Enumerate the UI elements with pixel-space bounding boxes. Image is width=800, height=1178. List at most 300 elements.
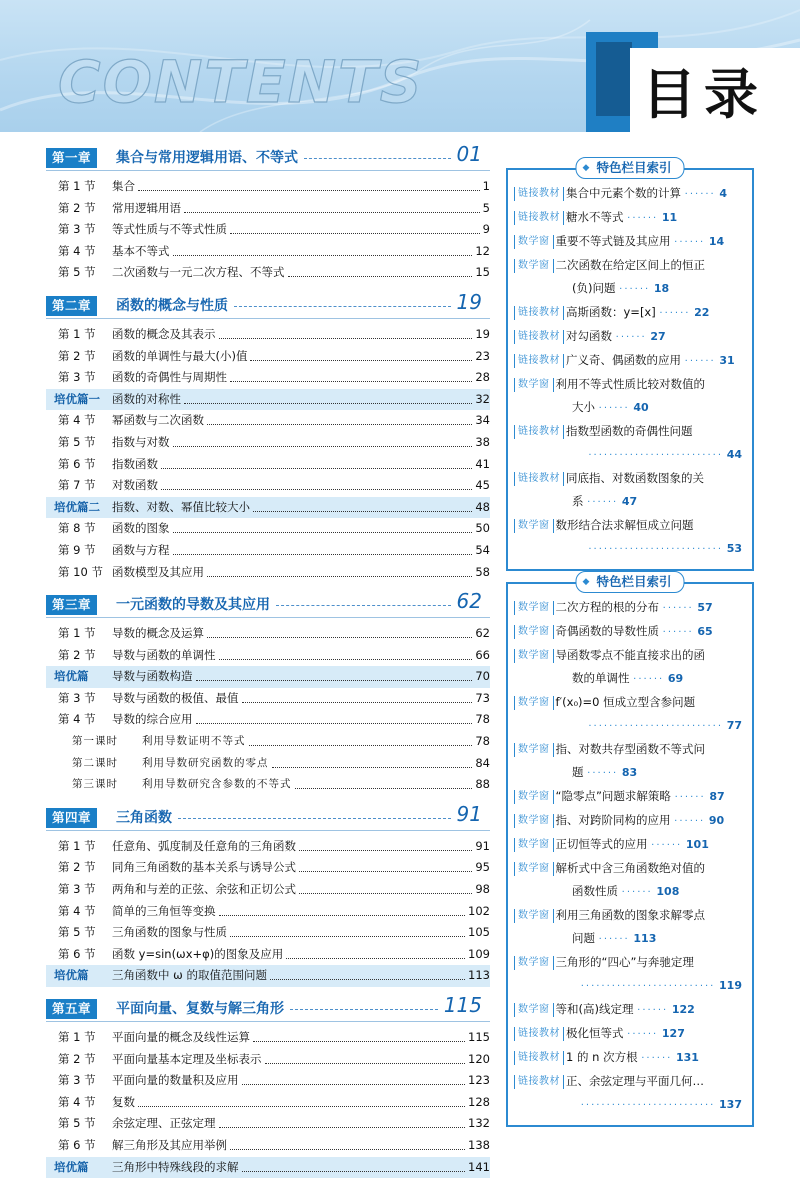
entry-number: 第 4 节 — [58, 712, 96, 727]
chapter-leader-line — [178, 818, 451, 819]
chapter-divider — [46, 318, 490, 319]
entry-title: 平面向量的数量积及应用 — [112, 1070, 242, 1092]
entry-title: 指数与对数 — [112, 432, 173, 454]
entry-leader-dots — [207, 424, 472, 425]
entry-title: 函数的概念及其表示 — [112, 324, 219, 346]
index-item[interactable] — [514, 325, 746, 349]
entry-number: 第 1 节 — [58, 179, 96, 193]
index-item-text: (负)问题 — [572, 281, 616, 295]
index-item-text: 问题 — [572, 931, 595, 945]
index-leader-dots: ·························· — [588, 450, 724, 461]
index-item[interactable] — [514, 620, 746, 644]
index-item[interactable] — [514, 514, 746, 537]
entry-page: 132 — [465, 1113, 490, 1135]
index-leader-dots: ······ — [674, 792, 706, 803]
entry-leader-dots — [230, 381, 472, 382]
index-item-page: 127 — [661, 1027, 685, 1040]
entry-leader-dots — [253, 511, 472, 512]
chapter-leader-line — [276, 605, 451, 606]
chapter-label: 第四章 — [46, 808, 97, 828]
index-item[interactable] — [514, 880, 746, 904]
chapter-title: 三角函数 — [116, 809, 172, 826]
chapter-page: 19 — [456, 289, 482, 314]
entry-page: 91 — [472, 836, 490, 858]
entry-page: 1 — [480, 176, 490, 198]
entry-title: 常用逻辑用语 — [112, 198, 184, 220]
index-item[interactable] — [514, 809, 746, 833]
toc-entry[interactable] — [46, 836, 490, 858]
entry-title: 对数函数 — [112, 475, 161, 497]
index-item-page: 57 — [697, 601, 713, 614]
index-item[interactable] — [514, 490, 746, 514]
entry-leader-dots — [242, 1084, 465, 1085]
entry-number: 第 4 节 — [58, 413, 96, 428]
toc-entry[interactable] — [46, 198, 490, 220]
entry-page: 102 — [465, 901, 490, 923]
index-item-page: 108 — [656, 885, 680, 898]
index-item[interactable] — [514, 691, 746, 714]
entry-number: 第 6 节 — [58, 946, 96, 961]
entry-page: 78 — [472, 731, 490, 753]
chapter-heading[interactable] — [46, 993, 490, 1021]
index-item[interactable] — [514, 254, 746, 277]
index-item-text: 等和(高)线定理 — [555, 1002, 634, 1016]
chapter-heading[interactable] — [46, 589, 490, 617]
index-item[interactable] — [514, 927, 746, 951]
toc-sub-entry[interactable] — [46, 753, 490, 775]
entry-number: 第 4 节 — [58, 243, 96, 258]
index-leader-dots: ·························· — [580, 981, 716, 992]
entry-leader-dots — [173, 446, 472, 447]
index-item-page: 27 — [650, 330, 666, 343]
index-item-page: 87 — [709, 790, 725, 803]
entry-leader-dots — [219, 659, 472, 660]
entry-page: 120 — [465, 1049, 490, 1071]
index-item[interactable] — [514, 596, 746, 620]
entry-number: 第 5 节 — [58, 265, 96, 280]
toc-entry[interactable] — [46, 1135, 490, 1157]
index-item-text: 广义奇、偶函数的应用 — [566, 353, 681, 367]
index-tag: 链接教材 — [514, 425, 564, 439]
index-leader-dots: ······ — [651, 840, 683, 851]
index-tag: 数学窗 — [514, 625, 554, 639]
index-leader-dots: ······ — [621, 887, 653, 898]
index-tag: 数学窗 — [514, 378, 554, 392]
index-item[interactable] — [514, 277, 746, 301]
toc-highlight-entry[interactable] — [46, 389, 490, 411]
entry-leader-dots — [250, 360, 472, 361]
toc-highlight-entry[interactable] — [46, 497, 490, 519]
entry-number: 第 5 节 — [58, 434, 96, 449]
index-leader-dots: ·························· — [588, 721, 724, 732]
entry-title: 同角三角函数的基本关系与诱导公式 — [112, 857, 299, 879]
entry-title: 等式性质与不等式性质 — [112, 219, 230, 241]
index-tag: 数学窗 — [514, 862, 554, 876]
toc-entry[interactable] — [46, 1113, 490, 1135]
index-item-text: 高斯函数：y=[x] — [566, 305, 656, 319]
toc-entry[interactable] — [46, 922, 490, 944]
index-leader-dots: ······ — [659, 308, 691, 319]
entry-page: 115 — [465, 1027, 490, 1049]
entry-page: 66 — [472, 645, 490, 667]
index-item-page: 137 — [719, 1098, 742, 1111]
chapter-page: 115 — [443, 993, 482, 1017]
entry-leader-dots — [242, 702, 472, 703]
entry-leader-dots — [161, 489, 472, 490]
index-item[interactable] — [514, 904, 746, 927]
toc-entry[interactable] — [46, 454, 490, 476]
entry-leader-dots — [272, 767, 472, 768]
entry-leader-dots — [299, 850, 472, 851]
chapter-divider — [46, 170, 490, 171]
index-item[interactable] — [514, 1070, 746, 1093]
entry-number: 第 10 节 — [58, 564, 103, 579]
index-item-page: 53 — [726, 542, 742, 555]
entry-title: 指数函数 — [112, 454, 161, 476]
index-item[interactable] — [514, 537, 746, 561]
chapter-entries — [46, 176, 490, 284]
entry-title: 三角函数中 ω 的取值范围问题 — [112, 965, 270, 987]
index-item[interactable] — [514, 1046, 746, 1070]
chapter-heading[interactable] — [46, 142, 490, 170]
entry-leader-dots — [265, 1063, 465, 1064]
chapter-divider — [46, 617, 490, 618]
toc-entry[interactable] — [46, 562, 490, 584]
table-of-contents — [46, 142, 490, 1178]
index-item-text: 正、余弦定理与平面几何… — [566, 1074, 704, 1088]
entry-number: 第 2 节 — [58, 647, 96, 662]
feature-index-box-2 — [506, 574, 754, 1127]
entry-title: 平面向量基本定理及坐标表示 — [112, 1049, 265, 1071]
toc-entry[interactable] — [46, 346, 490, 368]
chapter-title: 函数的概念与性质 — [116, 297, 228, 314]
chapter-title: 一元函数的导数及其应用 — [116, 597, 270, 614]
toc-entry[interactable] — [46, 475, 490, 497]
index-item-page: 113 — [633, 932, 657, 945]
index-item-text: 解析式中含三角函数绝对值的 — [555, 861, 705, 875]
entry-number: 培优篇二 — [54, 499, 100, 514]
toc-entry[interactable] — [46, 857, 490, 879]
chapter-title: 集合与常用逻辑用语、不等式 — [116, 150, 298, 166]
entry-leader-dots — [230, 233, 480, 234]
index-item[interactable] — [514, 420, 746, 443]
entry-number: 第 1 节 — [58, 1030, 96, 1044]
toc-highlight-entry[interactable] — [46, 666, 490, 688]
entry-title: 集合 — [112, 176, 138, 198]
index-item[interactable] — [514, 467, 746, 490]
toc-entry[interactable] — [46, 219, 490, 241]
index-item[interactable] — [514, 998, 746, 1022]
index-item[interactable] — [514, 230, 746, 254]
index-list — [508, 584, 752, 1125]
index-item-page: 44 — [726, 448, 742, 461]
entry-number: 培优篇 — [54, 669, 89, 684]
entry-page: 98 — [472, 879, 490, 901]
index-tag: 链接教材 — [514, 1051, 564, 1065]
toc-entry[interactable] — [46, 540, 490, 562]
entry-page: 28 — [472, 367, 490, 389]
index-item-text: 糖水不等式 — [566, 210, 624, 224]
entry-page: 12 — [472, 241, 490, 263]
entry-number: 第 6 节 — [58, 1137, 96, 1152]
entry-page: 141 — [465, 1157, 490, 1178]
index-item-text: 函数性质 — [572, 884, 618, 898]
entry-title: 简单的三角恒等变换 — [112, 901, 219, 923]
entry-title: 基本不等式 — [112, 241, 173, 263]
index-item[interactable] — [514, 857, 746, 880]
index-leader-dots: ······ — [662, 603, 694, 614]
index-item-text: 利用不等式性质比较对数值的 — [555, 377, 705, 391]
toc-sub-entry[interactable] — [46, 774, 490, 796]
entry-page: 123 — [465, 1070, 490, 1092]
index-item[interactable] — [514, 738, 746, 761]
entry-page: 41 — [472, 454, 490, 476]
toc-entry[interactable] — [46, 262, 490, 284]
toc-entry[interactable] — [46, 410, 490, 432]
index-leader-dots: ······ — [641, 1053, 673, 1064]
index-tag: 数学窗 — [514, 838, 554, 852]
entry-page: 32 — [472, 389, 490, 411]
chapter-heading[interactable] — [46, 802, 490, 830]
index-item-page: 65 — [697, 625, 713, 638]
index-tag: 数学窗 — [514, 649, 554, 663]
entry-number: 第二课时 — [72, 756, 118, 769]
entry-title: 指数、对数、幂值比较大小 — [112, 497, 253, 519]
entry-title: 导数的概念及运算 — [112, 623, 207, 645]
entry-number: 第 1 节 — [58, 838, 96, 853]
index-item-text: 二次函数在给定区间上的恒正 — [555, 258, 705, 272]
toc-entry[interactable] — [46, 324, 490, 346]
index-leader-dots: ······ — [633, 674, 665, 685]
index-item-text: 奇偶函数的导数性质 — [555, 624, 659, 638]
index-item[interactable] — [514, 644, 746, 667]
index-tag: 数学窗 — [514, 696, 554, 710]
chapter-page: 62 — [456, 589, 482, 614]
index-tag: 数学窗 — [514, 601, 554, 615]
entry-page: 50 — [472, 518, 490, 540]
index-item[interactable] — [514, 206, 746, 230]
entry-leader-dots — [286, 958, 465, 959]
entry-title: 函数模型及其应用 — [112, 562, 207, 584]
entry-number: 第 3 节 — [58, 222, 96, 237]
index-item-page: 40 — [633, 401, 649, 414]
entry-leader-dots — [219, 915, 465, 916]
page-title: 目录 — [642, 63, 766, 126]
entry-number: 第 5 节 — [58, 925, 96, 940]
entry-leader-dots — [249, 745, 472, 746]
index-leader-dots: ······ — [615, 332, 647, 343]
toc-entry[interactable] — [46, 1070, 490, 1092]
toc-sub-entry[interactable] — [46, 731, 490, 753]
index-item-text: 题 — [572, 765, 584, 779]
index-item[interactable] — [514, 667, 746, 691]
index-item[interactable] — [514, 182, 746, 206]
entry-leader-dots — [173, 255, 472, 256]
entry-number: 第 3 节 — [58, 370, 96, 385]
index-item[interactable] — [514, 349, 746, 373]
index-item-page: 131 — [675, 1051, 699, 1064]
chapter-label: 第三章 — [46, 595, 97, 615]
entry-page: 15 — [472, 262, 490, 284]
toc-entry[interactable] — [46, 944, 490, 966]
toc-entry[interactable] — [46, 518, 490, 540]
index-item-text: 大小 — [572, 400, 595, 414]
chapter-heading[interactable] — [46, 290, 490, 318]
toc-entry[interactable] — [46, 879, 490, 901]
toc-entry[interactable] — [46, 645, 490, 667]
index-item[interactable] — [514, 974, 746, 998]
chapter-label: 第一章 — [46, 148, 97, 168]
index-item[interactable] — [514, 396, 746, 420]
entry-number: 第 2 节 — [58, 348, 96, 363]
page-header — [0, 0, 800, 132]
toc-entry[interactable] — [46, 709, 490, 731]
entry-number: 第一课时 — [72, 735, 118, 748]
entry-page: 128 — [465, 1092, 490, 1114]
entry-title: 利用导数研究函数的零点 — [142, 753, 272, 775]
entry-title: 函数 y=sin(ωx+φ)的图象及应用 — [112, 944, 286, 966]
index-box-title: ◆ 特色栏目索引 — [575, 157, 684, 179]
index-item-text: 重要不等式链及其应用 — [555, 234, 671, 248]
entry-title: 三角函数的图象与性质 — [112, 922, 230, 944]
index-item-page: 31 — [719, 354, 735, 367]
entry-page: 113 — [465, 965, 490, 987]
toc-entry[interactable] — [46, 241, 490, 263]
index-item-page: 69 — [667, 672, 684, 685]
toc-entry[interactable] — [46, 367, 490, 389]
chapter-page: 01 — [456, 142, 482, 166]
entry-number: 培优篇 — [54, 968, 89, 983]
index-tag: 链接教材 — [514, 211, 564, 225]
index-item[interactable] — [514, 1093, 746, 1117]
entry-leader-dots — [299, 871, 472, 872]
toc-entry[interactable] — [46, 1049, 490, 1071]
entry-number: 培优篇 — [54, 1159, 89, 1174]
index-leader-dots: ·························· — [580, 1100, 716, 1111]
entry-page: 54 — [472, 540, 490, 562]
index-item-page: 119 — [719, 979, 742, 992]
entry-title: 余弦定理、正弦定理 — [112, 1113, 219, 1135]
index-item-page: 83 — [621, 766, 638, 779]
entry-leader-dots — [299, 893, 472, 894]
entry-leader-dots — [184, 212, 480, 213]
entry-leader-dots — [138, 190, 480, 191]
toc-entry[interactable] — [46, 176, 490, 198]
entry-page: 88 — [472, 774, 490, 796]
entry-title: 函数的图象 — [112, 518, 173, 540]
entry-leader-dots — [295, 788, 472, 789]
entry-leader-dots — [219, 1127, 465, 1128]
toc-entry[interactable] — [46, 623, 490, 645]
entry-title: 函数与方程 — [112, 540, 173, 562]
toc-highlight-entry[interactable] — [46, 1157, 490, 1178]
index-item-text: 对勾函数 — [566, 329, 612, 343]
index-leader-dots: ······ — [637, 1005, 669, 1016]
entry-page: 73 — [472, 688, 490, 710]
index-leader-dots: ······ — [598, 934, 630, 945]
entry-leader-dots — [219, 338, 472, 339]
entry-title: 导数与函数构造 — [112, 666, 196, 688]
index-item-page: 122 — [671, 1003, 695, 1016]
index-item-page: 14 — [708, 235, 725, 248]
index-item[interactable] — [514, 785, 746, 809]
toc-entry[interactable] — [46, 1027, 490, 1049]
entry-title: 三角形中特殊线段的求解 — [112, 1157, 242, 1178]
index-item-text: f′(x₀)=0 恒成立型含参问题 — [555, 695, 696, 709]
index-item[interactable] — [514, 1022, 746, 1046]
index-tag: 数学窗 — [514, 956, 554, 970]
entry-leader-dots — [207, 637, 472, 638]
chapter-divider — [46, 1021, 490, 1022]
index-tag: 链接教材 — [514, 1027, 564, 1041]
entry-title: 二次函数与一元二次方程、不等式 — [112, 262, 288, 284]
index-tag: 数学窗 — [514, 1003, 554, 1017]
entry-number: 第 3 节 — [58, 690, 96, 705]
feature-index-box-1 — [506, 160, 754, 571]
mulu-title-block — [586, 32, 800, 132]
toc-highlight-entry[interactable] — [46, 965, 490, 987]
toc-entry[interactable] — [46, 901, 490, 923]
index-tag: 数学窗 — [514, 259, 554, 273]
entry-page: 23 — [472, 346, 490, 368]
index-item[interactable] — [514, 301, 746, 325]
chapter-entries — [46, 324, 490, 583]
index-item[interactable] — [514, 373, 746, 396]
index-tag: 数学窗 — [514, 909, 554, 923]
index-item-page: 4 — [719, 187, 728, 200]
index-item-text: 极化恒等式 — [566, 1026, 624, 1040]
index-item-page: 90 — [708, 814, 725, 827]
index-tag: 数学窗 — [514, 235, 554, 249]
chapter-divider — [46, 830, 490, 831]
index-leader-dots: ·························· — [588, 544, 724, 555]
toc-entry[interactable] — [46, 688, 490, 710]
entry-leader-dots — [242, 1171, 465, 1172]
index-leader-dots: ······ — [587, 497, 619, 508]
index-item-text: 指、对数共存型函数不等式问 — [555, 742, 705, 756]
toc-entry[interactable] — [46, 1092, 490, 1114]
index-item-text: 导函数零点不能直接求出的函 — [555, 648, 705, 662]
index-item-text: 系 — [572, 494, 584, 508]
index-item[interactable] — [514, 951, 746, 974]
index-item[interactable] — [514, 833, 746, 857]
entry-page: 38 — [472, 432, 490, 454]
index-leader-dots: ······ — [619, 284, 651, 295]
index-leader-dots: ······ — [674, 816, 706, 827]
index-item-text: 数的单调性 — [572, 671, 630, 685]
index-item[interactable] — [514, 761, 746, 785]
entry-page: 9 — [480, 219, 490, 241]
toc-entry[interactable] — [46, 432, 490, 454]
index-leader-dots: ······ — [587, 768, 619, 779]
index-leader-dots: ······ — [674, 237, 706, 248]
entry-leader-dots — [196, 723, 472, 724]
entry-title: 函数的对称性 — [112, 389, 184, 411]
chapter-leader-line — [234, 306, 451, 307]
entry-title: 幂函数与二次函数 — [112, 410, 207, 432]
index-item[interactable] — [514, 714, 746, 738]
index-tag: 链接教材 — [514, 354, 564, 368]
chapter-entries — [46, 1027, 490, 1178]
entry-page: 58 — [472, 562, 490, 584]
index-item[interactable] — [514, 443, 746, 467]
entry-page: 5 — [480, 198, 490, 220]
index-tag: 链接教材 — [514, 1075, 564, 1089]
index-item-text: “隐零点”问题求解策略 — [555, 789, 671, 803]
index-item-text: 集合中元素个数的计算 — [566, 186, 681, 200]
index-item-page: 11 — [661, 211, 678, 224]
entry-number: 第 9 节 — [58, 542, 96, 557]
